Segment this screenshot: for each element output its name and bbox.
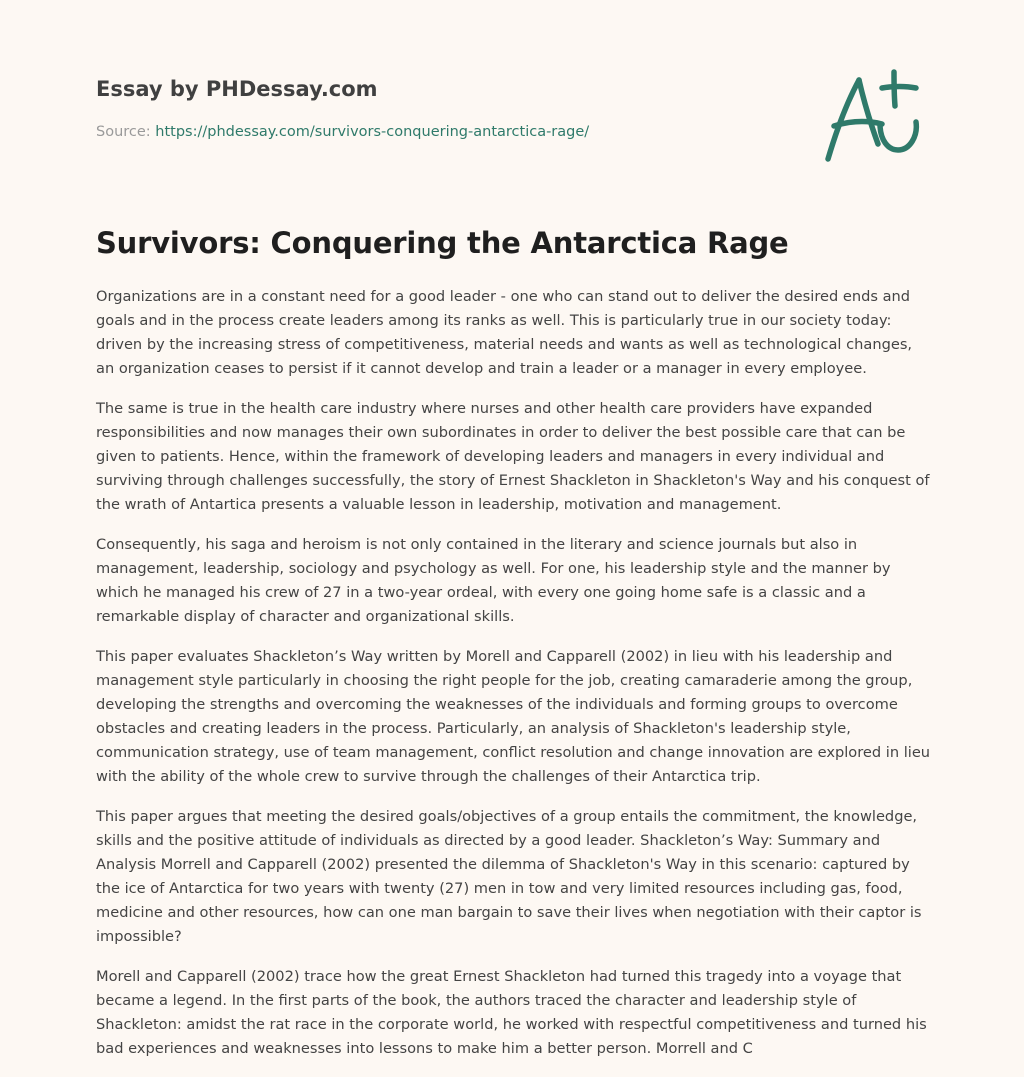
source-label: Source: bbox=[96, 124, 151, 140]
essay-paragraph: Morell and Capparell (2002) trace how the great Ernest Shackleton had turned this tragedy into a voyage that became a legend. In the first parts of the book, the authors traced the character and leadership style of Shackleton: amidst the rat race in the corporate world, he worked with respectful competitiveness and turned his bad experiences and weaknesses into lessons to make him a better person. Morrell and C bbox=[96, 968, 927, 1057]
essay-paragraph: This paper evaluates Shackleton’s Way written by Morell and Capparell (2002) in lieu with his leadership and management style particularly in choosing the right people for the job, creating camaraderie among the group, developing the strengths and overcoming the weaknesses of the individuals and forming groups to overcome obstacles and creating leaders in the process. Particularly, an analysis of Shackleton's leadership style, communication strategy, use of team management, conflict resolution and change innovation are explored in lieu with the ability of the whole crew to survive through the challenges of their Antarctica trip. bbox=[96, 648, 931, 785]
essay-paragraph: Consequently, his saga and heroism is not only contained in the literary and science journals but also in management, leadership, sociology and psychology as well. For one, his leadership style and the manner by which he managed his crew of 27 in a two-year ordeal, with every one going home safe is a classic and a remarkable display of character and organizational skills. bbox=[96, 536, 891, 625]
source-line bbox=[96, 124, 589, 140]
essay-paragraph: This paper argues that meeting the desired goals/objectives of a group entails the commitment, the knowledge, skills and the positive attitude of individuals as directed by a good leader. Shackleton’s Way: Summary and Analysis Morrell and Capparell (2002) presented the dilemma of Shackleton's Way in this scenario: captured by the ice of Antarctica for two years with twenty (27) men in tow and very limited resources including gas, food, medicine and other resources, how can one man bargain to save their lives when negotiation with their captor is impossible? bbox=[96, 808, 922, 945]
a-plus-logo-icon bbox=[824, 66, 928, 166]
essay-body bbox=[96, 285, 932, 1077]
site-title: Essay by PHDessay.com bbox=[96, 77, 378, 101]
essay-title: Survivors: Conquering the Antarctica Rage bbox=[96, 226, 789, 260]
essay-paragraph: Organizations are in a constant need for a good leader - one who can stand out to deliver the desired ends and goals and in the process create leaders among its ranks as well. This is particularly true in our society today: driven by the increasing stress of competitiveness, material needs and wants as well as technological changes, an organization ceases to persist if it cannot develop and train a leader or a manager in every employee. bbox=[96, 288, 913, 377]
source-link[interactable]: https://phdessay.com/survivors-conquering-antarctica-rage/ bbox=[155, 124, 590, 140]
essay-paragraph: The same is true in the health care industry where nurses and other health care providers have expanded responsibilities and now manages their own subordinates in order to deliver the best possible care that can be given to patients. Hence, within the framework of developing leaders and managers in every individual and surviving through challenges successfully, the story of Ernest Shackleton in Shackleton's Way and his conquest of the wrath of Antartica presents a valuable lesson in leadership, motivation and management. bbox=[96, 400, 930, 513]
